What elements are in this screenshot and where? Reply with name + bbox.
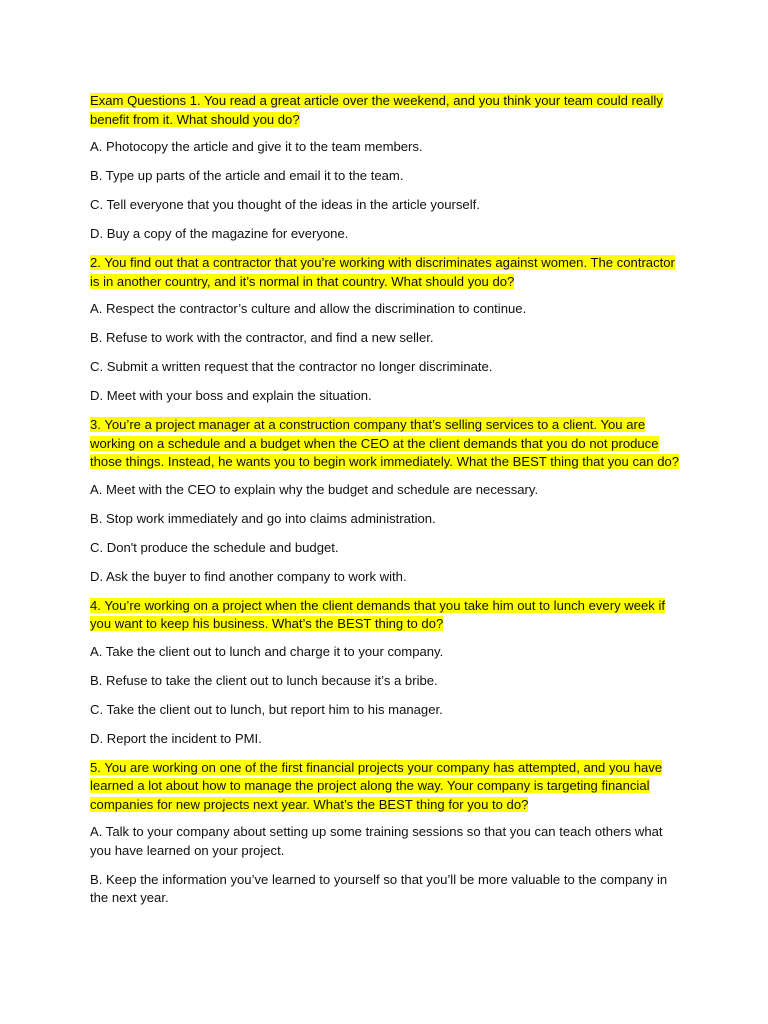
answer-option: B. Refuse to work with the contractor, and find a new seller. [90,330,434,345]
question-highlight: 3. You’re a project manager at a construction company that’s selling services to a client. You are working on a schedule and a budget when the CEO at the client demands that you do not produce those things. Instead, he wants you to begin work immediately. What the BEST thing that you can do? [90,417,680,469]
answer-option: C. Don't produce the schedule and budget. [90,539,339,555]
answer-option: A. Take the client out to lunch and charge it to your company. [90,643,444,659]
answer-option: A. Talk to your company about setting up some training sessions so that you can teach others what you have learned on your project. [90,824,663,858]
question-highlight: 4. You’re working on a project when the client demands that you take him out to lunch every week if you want to keep his business. What’s the BEST thing to do? [90,597,666,631]
answer-option: A. Photocopy the article and give it to the team members. [90,139,423,154]
question-text [90,597,686,634]
question-block-3 [90,416,686,586]
question-block-5 [90,759,686,908]
answer-option: C. Submit a written request that the contractor no longer discriminate. [90,359,493,374]
answer-option: D. Ask the buyer to find another company to work with. [90,568,407,584]
question-block-2 [90,254,686,406]
question-highlight: 2. You find out that a contractor that you’re working with discriminates against women. The contractor is in another country, and it’s normal in that country. What should you do? [90,255,675,289]
answer-option: B. Refuse to take the client out to lunch because it’s a bribe. [90,672,438,688]
question-text [90,759,686,815]
answer-option: B. Type up parts of the article and email it to the team. [90,168,404,183]
question-text [90,92,686,129]
document-page [90,92,686,918]
question-text [90,254,686,291]
answer-option: A. Respect the contractor’s culture and allow the discrimination to continue. [90,301,527,316]
question-highlight: Exam Questions 1. You read a great article over the weekend, and you think your team could really benefit from it. What should you do? [90,93,663,127]
answer-option: A. Meet with the CEO to explain why the budget and schedule are necessary. [90,481,539,497]
answer-option: D. Buy a copy of the magazine for everyone. [90,226,349,241]
question-block-4 [90,597,686,749]
answer-option: B. Keep the information you’ve learned to yourself so that you’ll be more valuable to the company in the next year. [90,871,668,905]
answer-option: C. Take the client out to lunch, but report him to his manager. [90,701,443,717]
answer-option: D. Report the incident to PMI. [90,730,262,746]
question-text [90,416,686,472]
answer-option: D. Meet with your boss and explain the situation. [90,388,372,403]
answer-option: C. Tell everyone that you thought of the ideas in the article yourself. [90,197,480,212]
answer-option: B. Stop work immediately and go into claims administration. [90,510,436,526]
question-highlight: 5. You are working on one of the first financial projects your company has attempted, and you have learned a lot about how to manage the project along the way. Your company is targeting financial companies for new projects next year. What’s the BEST thing for you to do? [90,759,663,812]
question-block-1 [90,92,686,244]
